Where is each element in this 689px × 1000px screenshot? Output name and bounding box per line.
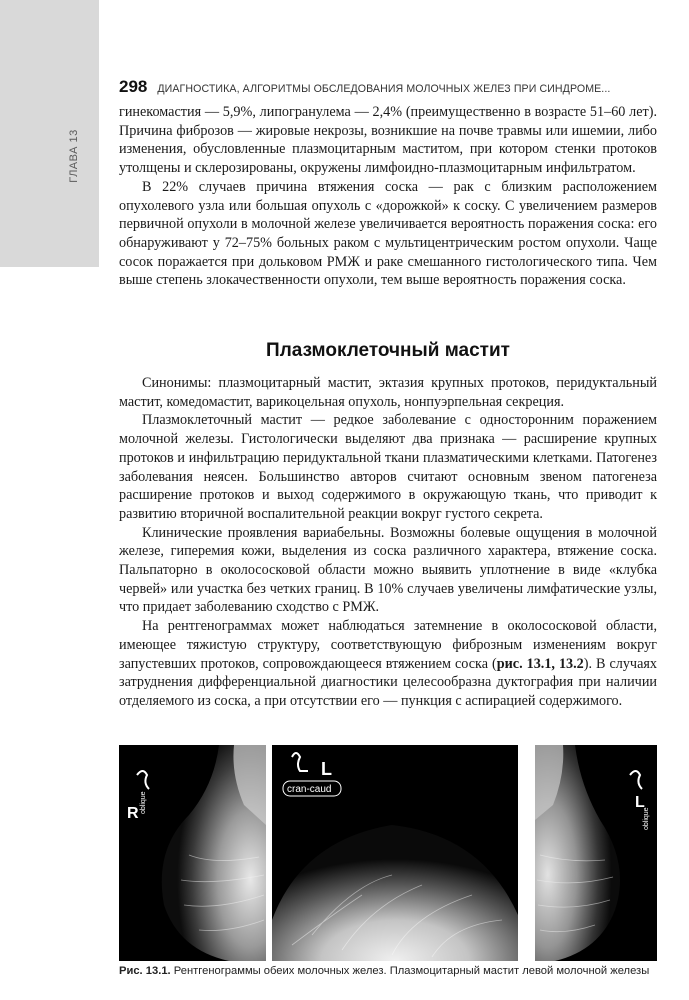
- mammogram-left-oblique: [535, 745, 657, 961]
- paragraph: Плазмоклеточный мастит — редкое заболевание с односторонним поражением молочной железы. Гистологически выделяют два признака — расширение крупных протоков и инфильтрацию перидуктальной ткани плазматическими клетками. Патогенез заболевания неясен. Большинство авторов считают основным звеном патогенеза расширение протоков и выход содержимого в окружающую ткань, что приводит к развитию вторичной воспалительной реакции вокруг густого секрета.: [119, 412, 657, 522]
- panel-marker-view: oblique: [643, 807, 650, 830]
- intro-text: [119, 103, 657, 290]
- paragraph-text: ). В случаях затруднения дифференциальной диагностики целесообразна дуктография при наличии отделяемого из соска, а при отсутствии его — пункция с аспирацией содержимого.: [119, 655, 657, 709]
- panel-marker-letter: L: [321, 759, 332, 779]
- chapter-label: ГЛАВА 13: [67, 129, 80, 183]
- running-title: ДИАГНОСТИКА, АЛГОРИТМЫ ОБСЛЕДОВАНИЯ МОЛОЧНЫХ ЖЕЛЕЗ ПРИ СИНДРОМЕ...: [157, 83, 611, 95]
- section-heading: Плазмоклеточный мастит: [266, 340, 510, 361]
- paragraph: Синонимы: плазмоцитарный мастит, эктазия крупных протоков, перидуктальный мастит, комедомастит, варикоцельная опухоль, нонпуэрпельная секреция.: [119, 375, 657, 410]
- panel-marker-view: cran-caud: [287, 784, 332, 795]
- paragraph: Клинические проявления вариабельны. Возможны болевые ощущения в молочной железе, гиперемия кожи, выделения из соска различного характера, втяжение соска. Пальпаторно в околососковой области можно выявить уплотнение в виде «клубка червей» или участка без четких границ. В 10% случаев увеличены лимфатические узлы, что придает заболеванию сходство с РМЖ.: [119, 524, 657, 616]
- panel-marker-letter: L: [635, 794, 645, 811]
- figure-caption: [119, 964, 657, 979]
- caption-label: Рис. 13.1.: [119, 965, 171, 977]
- paragraph-text: На рентгенограммах может наблюдаться затемнение в околососковой области, имеющее тяжистую структуру, соответствующую фиброзным изменениям вокруг запустевших протоков, сопровождающееся втяжением соска (: [119, 618, 657, 672]
- panel-marker-view: oblique: [140, 791, 147, 814]
- section-text: [119, 374, 657, 711]
- chapter-side-tab: [0, 0, 99, 267]
- figure-mammograms: [119, 745, 657, 961]
- caption-text: Рентгенограммы обеих молочных желез. Плазмоцитарный мастит левой молочной железы: [173, 965, 650, 977]
- paragraph: [119, 617, 657, 711]
- paragraph: В 22% случаев причина втяжения соска — рак с близким расположением опухолевого узла или большая опухоль с «дорожкой» к соску. С увеличением размеров первичной опухоли в молочной железе увеличивается вероятность поражения соска: его обнаруживают у 72–75% больных раком с мультицентрическим ростом опухоли. Чаще сосок поражается при дольковом РМЖ и раке смешанного гистологического типа. Чем выше степень злокачественности опухоли, тем выше вероятность поражения соска.: [119, 178, 657, 289]
- figure-reference: рис. 13.1, 13.2: [496, 655, 584, 672]
- mammogram-right-oblique: [119, 745, 266, 961]
- paragraph: гинекомастия — 5,9%, липогранулема — 2,4% (преимущественно в возрасте 51–60 лет). Причина фиброзов — жировые некрозы, возникшие на почве травмы или ишемии, либо изменения, обусловленные плазмоцитарным маститом, при котором стенки протоков утолщены и склерозированы, окружены лимфоидно-плазмоцитарным инфильтратом.: [119, 104, 657, 177]
- panel-marker-letter: R: [127, 805, 139, 822]
- mammogram-left-cranio-caudal: [272, 745, 518, 961]
- running-head: [119, 77, 659, 101]
- page-number: 298: [119, 77, 148, 96]
